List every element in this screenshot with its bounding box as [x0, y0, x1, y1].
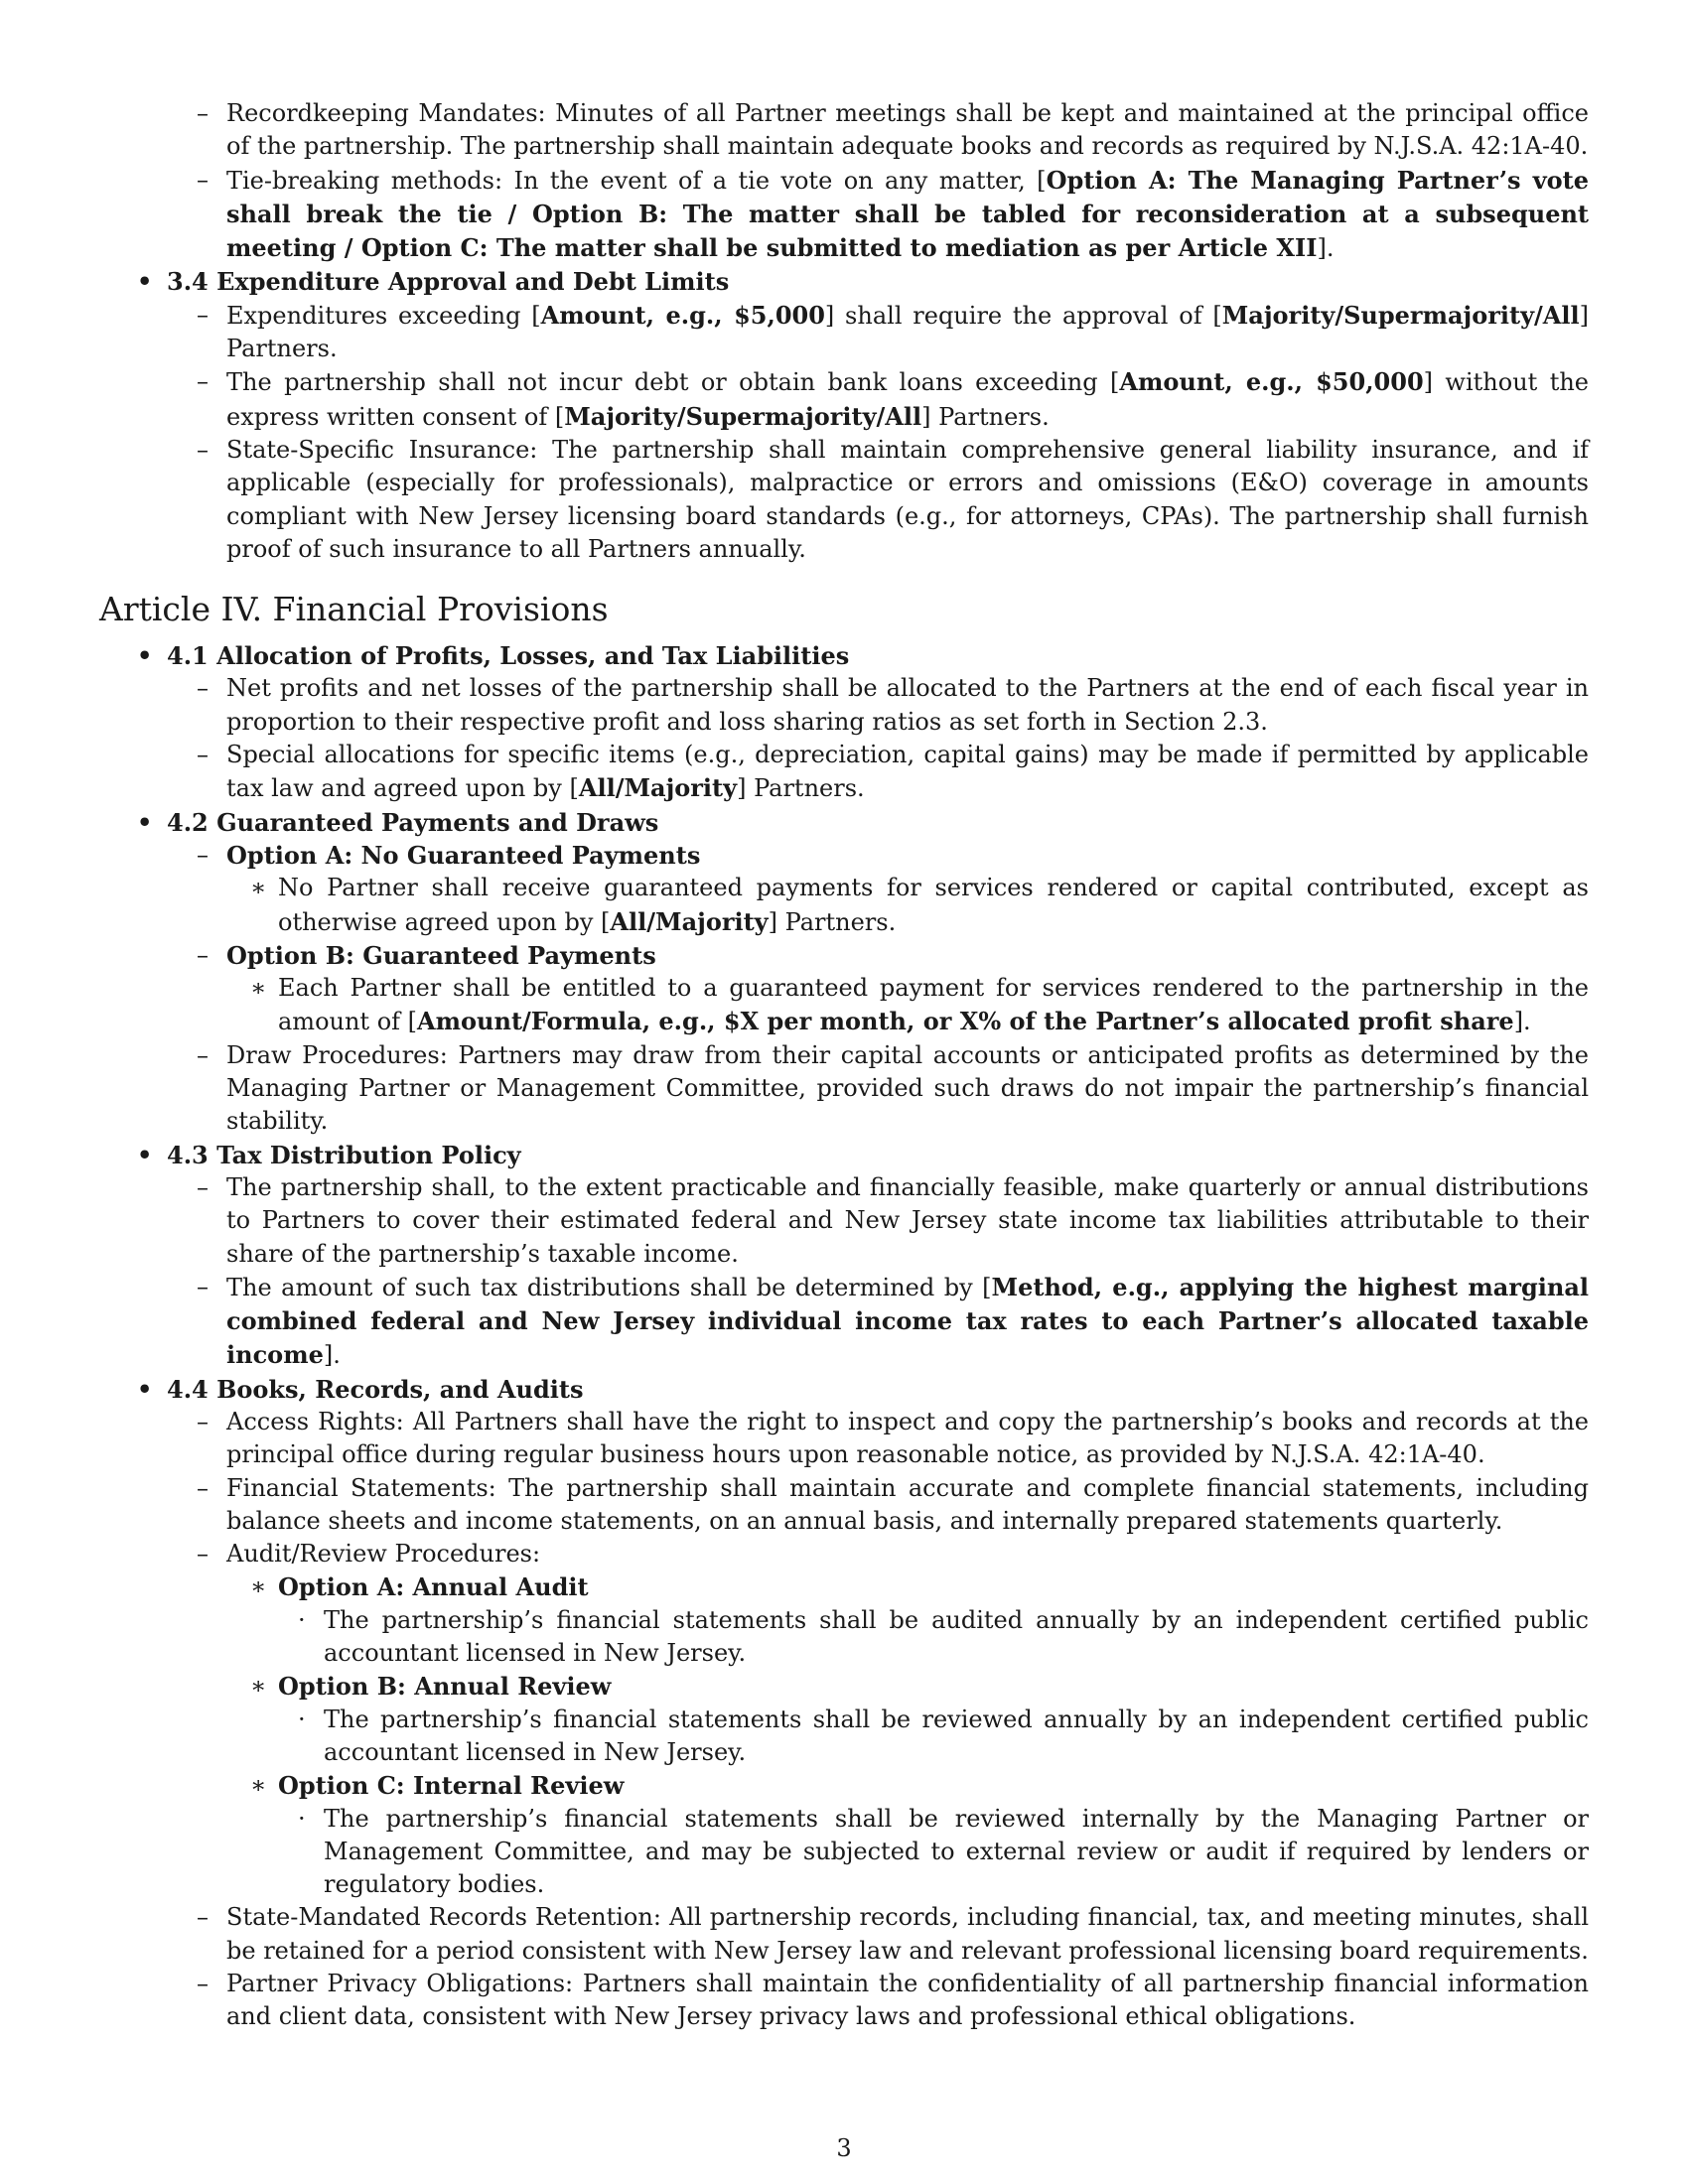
- list-item: – Recordkeeping Mandates: Minutes of all Partner meetings shall be kept and maintained at the principal office of the partnership. The partnership shall maintain adequate books and records as required by N.J.S.A. 42:1A-40.: [197, 99, 1589, 161]
- list-item: – The partnership shall not incur debt or obtain bank loans exceeding [Amount, e.g., $50,000] without the express written consent of [Majority/Supermajority/All] Partners.: [197, 367, 1590, 431]
- option-heading: ∗ Option A: Annual Audit: [250, 1572, 589, 1602]
- article-title: Article IV. Financial Provisions: [99, 590, 609, 629]
- page-number: 3: [836, 2134, 852, 2162]
- list-item: – State-Mandated Records Retention: All partnership records, including financial, tax, and meeting minutes, shall be retained for a period consistent with New Jersey law and relevant professional licensing board requirements.: [197, 1903, 1589, 1965]
- list-item: – Audit/Review Procedures:: [197, 1540, 541, 1569]
- option-heading: – Option B: Guaranteed Payments: [197, 940, 656, 970]
- list-item: – Partner Privacy Obligations: Partners shall maintain the confidentiality of all partnership financial information and client data, consistent with New Jersey privacy laws and professional ethical obligations.: [197, 1970, 1589, 2031]
- option-heading: ∗ Option C: Internal Review: [250, 1771, 625, 1801]
- list-item: – Financial Statements: The partnership shall maintain accurate and complete financial statements, including balance sheets and income statements, on an annual basis, and internally prepared statements quarterly.: [197, 1473, 1589, 1535]
- list-item: – Net profits and net losses of the partnership shall be allocated to the Partners at the end of each fiscal year in proportion to their respective profit and loss sharing ratios as set forth in Section 2.3.: [197, 674, 1589, 736]
- list-item: ∗ Each Partner shall be entitled to a guaranteed payment for services rendered to the partnership in the amount of [Amount/Formula, e.g., $X per month, or X% of the Partner’s allocated profit share].: [250, 974, 1589, 1036]
- list-item: – State-Specific Insurance: The partnership shall maintain comprehensive general liability insurance, and if applicable (especially for professionals), malpractice or errors and omissions (E&O) coverage in amounts compliant with New Jersey licensing board standards (e.g., for attorneys, CPAs). The partnership shall furnish proof of such insurance to all Partners annually.: [197, 435, 1589, 563]
- list-item: – Special allocations for specific items (e.g., depreciation, capital gains) may be made if permitted by applicable tax law and agreed upon by [All/Majority] Partners.: [197, 741, 1589, 803]
- list-item: · The partnership’s financial statements shall be reviewed internally by the Managing Partner or Management Committee, and may be subjected to external review or audit if required by lenders or regulatory bodies.: [298, 1804, 1589, 1899]
- section-heading: • 3.4 Expenditure Approval and Debt Limits: [137, 267, 730, 297]
- list-item: · The partnership’s financial statements shall be reviewed annually by an independent certified public accountant licensed in New Jersey.: [298, 1705, 1589, 1766]
- list-item: – Tie-breaking methods: In the event of a tie vote on any matter, [Option A: The Managing Partner’s vote shall break the tie / Option B: The matter shall be tabled for reconsideration at a subsequent meeting / Option C: The matter shall be submitted to mediation as per Article XII].: [197, 165, 1590, 263]
- option-heading: ∗ Option B: Annual Review: [250, 1672, 612, 1702]
- option-heading: – Option A: No Guaranteed Payments: [197, 840, 701, 870]
- list-item: – Draw Procedures: Partners may draw from their capital accounts or anticipated profits as determined by the Managing Partner or Management Committee, provided such draws do not impair the partnership’s financial stability.: [197, 1040, 1589, 1136]
- list-item: · The partnership’s financial statements shall be audited annually by an independent certified public accountant licensed in New Jersey.: [298, 1605, 1589, 1668]
- list-item: – Expenditures exceeding [Amount, e.g., $5,000] shall require the approval of [Majority/Supermajority/All] Partners.: [197, 300, 1590, 363]
- list-item: – The partnership shall, to the extent practicable and financially feasible, make quarterly or annual distributions to Partners to cover their estimated federal and New Jersey state income tax liabilities attributable to their share of the partnership’s taxable income.: [197, 1172, 1589, 1268]
- list-item: ∗ No Partner shall receive guaranteed payments for services rendered or capital contributed, except as otherwise agreed upon by [All/Majority] Partners.: [250, 874, 1589, 936]
- list-item: – The amount of such tax distributions shall be determined by [Method, e.g., applying the highest marginal combined federal and New Jersey individual income tax rates to each Partner’s allocated taxable income].: [197, 1272, 1589, 1370]
- section-heading: • 4.1 Allocation of Profits, Losses, and Tax Liabilities: [137, 641, 850, 671]
- section-heading: • 4.4 Books, Records, and Audits: [137, 1374, 584, 1404]
- list-item: – Access Rights: All Partners shall have the right to inspect and copy the partnership’s books and records at the principal office during regular business hours upon reasonable notice, as provided by N.J.S.A. 42:1A-40.: [197, 1407, 1589, 1469]
- section-heading: • 4.3 Tax Distribution Policy: [137, 1140, 521, 1169]
- page-content: [99, 97, 1589, 2034]
- section-heading: • 4.2 Guaranteed Payments and Draws: [137, 807, 659, 837]
